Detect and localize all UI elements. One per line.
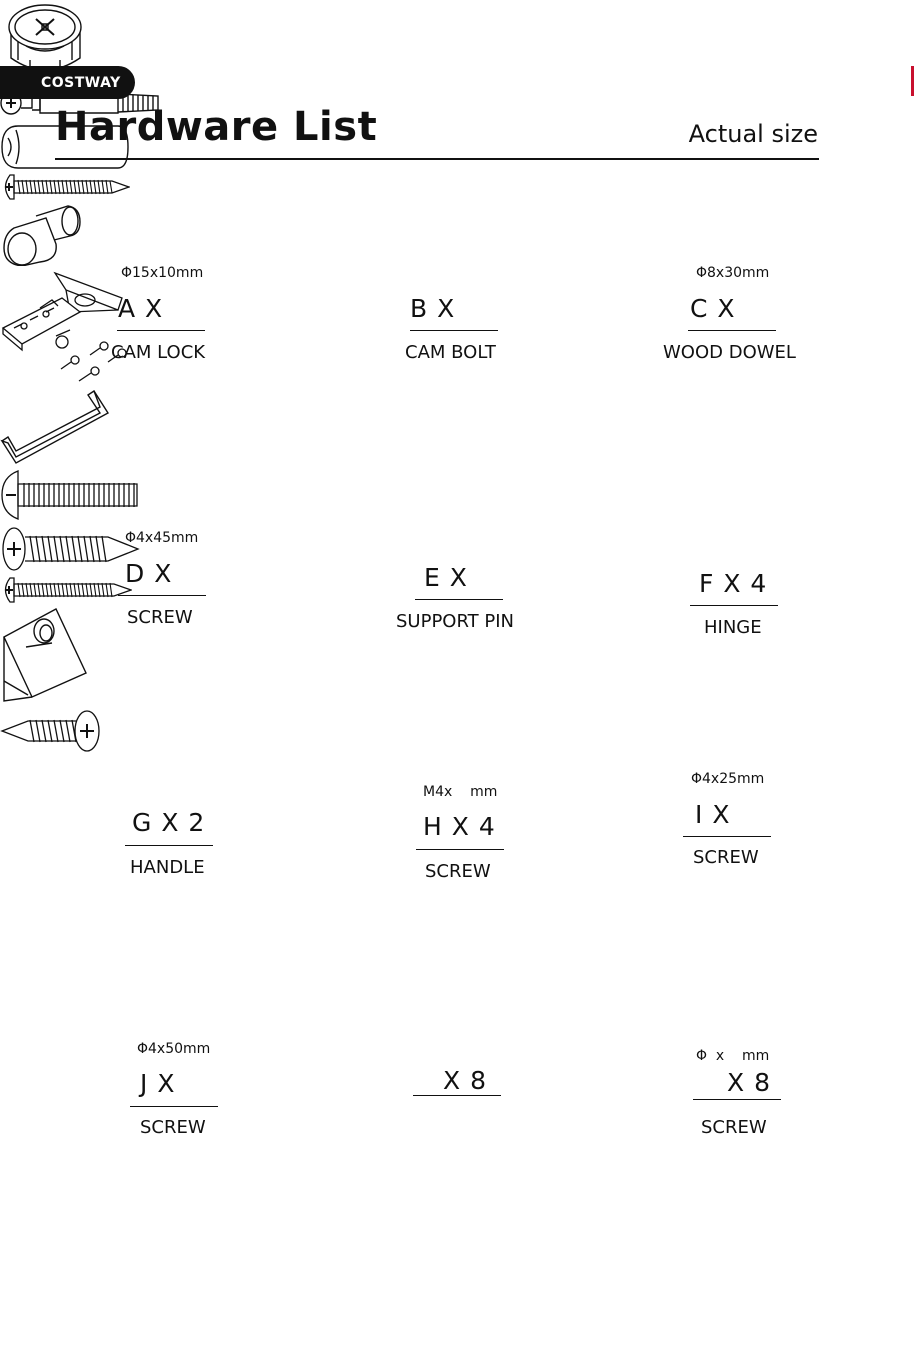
item-dimension: Φ15x10mm (121, 265, 204, 281)
item-quantity: I X (695, 800, 731, 829)
item-name: SCREW (127, 607, 193, 628)
item-dimension: Φ4x50mm (137, 1041, 211, 1057)
actual-size-label: Actual size (688, 120, 818, 148)
item-name: SCREW (140, 1117, 206, 1138)
item-rule (415, 599, 503, 600)
item-quantity: E X (424, 563, 468, 592)
item-quantity: B X (410, 294, 456, 323)
item-name: CAM LOCK (111, 342, 206, 363)
item-quantity: H X 4 (423, 812, 496, 841)
item-dimension: Φ x mm (696, 1048, 770, 1064)
item-rule (413, 1095, 501, 1096)
item-quantity: J X (140, 1069, 176, 1098)
item-rule (130, 1106, 218, 1107)
item-quantity: X 8 (443, 1066, 487, 1095)
hinge-icon (0, 270, 130, 385)
item-name: SCREW (693, 847, 759, 868)
item-dimension: Φ4x25mm (691, 771, 765, 787)
item-name: SCREW (701, 1117, 767, 1138)
item-rule (693, 1099, 781, 1100)
item-rule (416, 849, 504, 850)
page-title: Hardware List (55, 104, 378, 150)
item-dimension: Φ8x30mm (696, 265, 770, 281)
item-quantity: C X (690, 294, 736, 323)
handle-icon (0, 389, 110, 465)
item-rule (683, 836, 771, 837)
item-quantity: F X 4 (699, 569, 768, 598)
item-rule (690, 605, 778, 606)
item-rule (125, 845, 213, 846)
item-dimension: M4x mm (423, 784, 498, 800)
item-dimension: Φ4x45mm (125, 530, 199, 546)
item-name: SUPPORT PIN (396, 611, 515, 632)
screw-icon (0, 577, 132, 603)
item-name: CAM BOLT (405, 342, 496, 363)
support-pin-icon (0, 204, 85, 266)
screw-icon (0, 174, 130, 200)
item-name: HANDLE (130, 857, 205, 878)
item-name: HINGE (704, 617, 762, 638)
item-rule (688, 330, 776, 331)
screw-icon (0, 525, 140, 573)
item-quantity: X 8 (727, 1068, 771, 1097)
item-quantity: A X (118, 294, 164, 323)
item-quantity: D X (125, 559, 173, 588)
brand-logo-text: COSTWAY (41, 74, 121, 91)
machine-screw-icon (0, 469, 140, 521)
item-rule (117, 330, 205, 331)
corner-bracket-icon (0, 607, 90, 705)
item-rule (118, 595, 206, 596)
brand-badge (0, 66, 135, 99)
item-name: SCREW (425, 861, 491, 882)
item-rule (410, 330, 498, 331)
item-name: WOOD DOWEL (663, 342, 796, 363)
title-divider (55, 158, 819, 160)
screw-icon (0, 709, 102, 753)
item-quantity: G X 2 (132, 808, 206, 837)
